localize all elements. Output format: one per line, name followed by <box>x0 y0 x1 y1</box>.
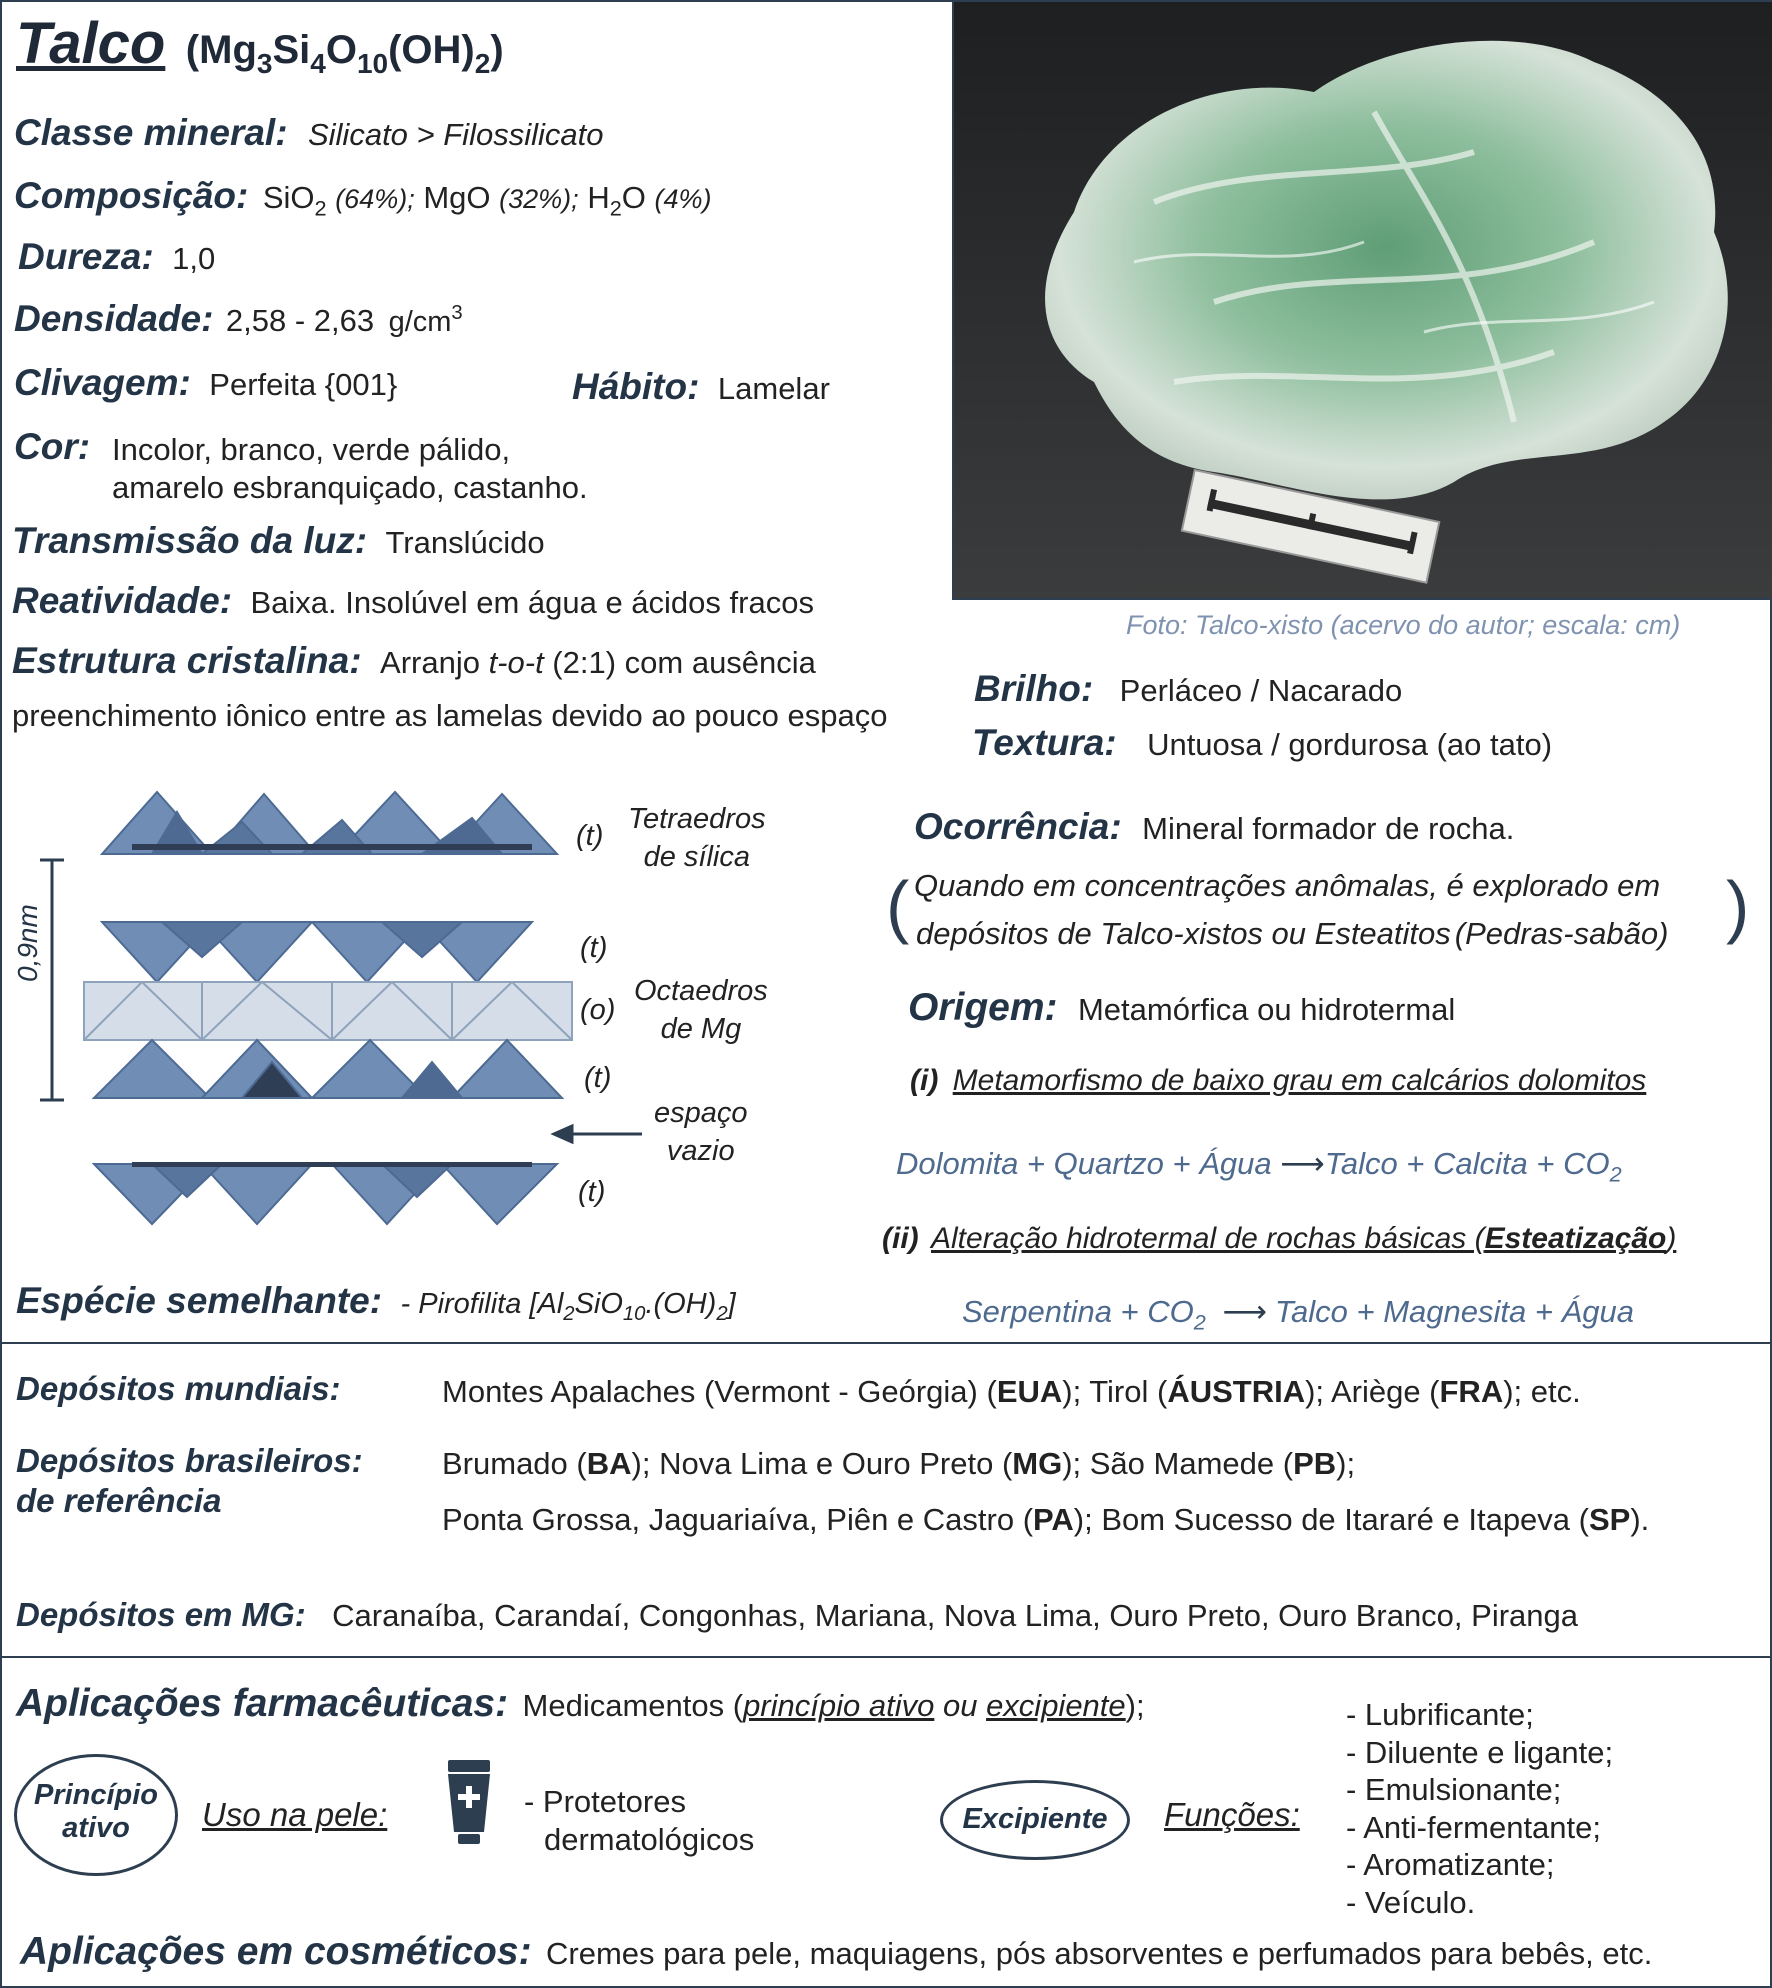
t-label-3: (t) <box>584 1062 612 1094</box>
estrutura-row <box>12 640 816 682</box>
aplicacoes-farm-row <box>16 1682 1145 1726</box>
aplicacoes-cosm-value: Cremes para pele, maquiagens, pós absorventes e perfumados para bebês, etc. <box>546 1936 1653 1971</box>
t-label-4: (t) <box>578 1176 606 1208</box>
deposit-text: ); etc. <box>1503 1374 1581 1409</box>
especie-value: - Pirofilita $[Al_2SiO_{10}.(OH)_2]$ <box>400 1288 736 1326</box>
depositos-mg-row <box>16 1596 1578 1634</box>
funcao-item: - Emulsionante; <box>1346 1772 1562 1807</box>
brilho-label: Brilho: <box>974 668 1094 709</box>
aplicacoes-farm-value: Medicamentos (princípio ativo ou excipiente); <box>522 1688 1145 1723</box>
protetores-line-1: - Protetores <box>524 1784 686 1819</box>
divider-1 <box>2 1342 1770 1344</box>
dureza-label: Dureza: <box>18 236 154 277</box>
classe-label: Classe mineral: <box>14 112 288 153</box>
especie-label: Espécie semelhante: <box>16 1280 383 1321</box>
paren-right: ) <box>1726 867 1750 945</box>
cor-value-line2: amarelo esbranquiçado, castanho. <box>112 470 588 505</box>
deposit-text: ); São Mamede ( <box>1062 1446 1294 1481</box>
mineral-name: Talco <box>16 11 166 76</box>
cor-row <box>14 426 90 468</box>
protetores-line-2: dermatológicos <box>544 1822 755 1857</box>
ocorrencia-note-1: Quando em concentrações anômalas, é explorado em <box>914 868 1661 903</box>
habito-row <box>572 366 830 408</box>
transmissao-row <box>12 520 545 562</box>
funcoes-label: Funções: <box>1164 1796 1300 1833</box>
habito-value: Lamelar <box>717 371 830 406</box>
textura-row <box>972 722 1552 764</box>
depositos-brasil-label-1: Depósitos brasileiros: <box>16 1442 363 1479</box>
reatividade-label: Reatividade: <box>12 580 233 621</box>
especie-row <box>16 1280 736 1326</box>
brilho-row <box>974 668 1402 710</box>
divider-2 <box>2 1656 1770 1658</box>
deposit-text: ); Bom Sucesso de Itararé e Itapeva ( <box>1073 1502 1589 1537</box>
excipiente-badge: Excipiente <box>940 1780 1130 1860</box>
transmissao-label: Transmissão da luz: <box>12 520 368 561</box>
estrutura-value-line2: preenchimento iônico entre as lamelas devido ao pouco espaço <box>12 698 888 733</box>
classe-row <box>14 112 603 154</box>
cor-label: Cor: <box>14 426 91 467</box>
funcao-item: - Anti-fermentante; <box>1346 1809 1602 1845</box>
origem-row <box>908 986 1455 1030</box>
o-label: (o) <box>580 994 616 1026</box>
deposit-text: ); Tirol ( <box>1062 1374 1168 1409</box>
clivagem-label: Clivagem: <box>14 362 191 403</box>
depositos-mundiais-value <box>442 1374 1581 1410</box>
depositos-brasil-line-2 <box>442 1502 1649 1538</box>
origem-value: Metamórfica ou hidrotermal <box>1077 992 1456 1027</box>
origem-label: Origem: <box>908 986 1058 1029</box>
composicao-value: SiO$_2$ (64%); MgO (32%); $H_2O$ (4%) <box>262 180 712 221</box>
clivagem-value: Perfeita {001} <box>209 367 398 402</box>
funcao-item: - Lubrificante; <box>1346 1697 1534 1732</box>
transmissao-value: Translúcido <box>385 525 545 560</box>
deposit-country-code: PB <box>1293 1446 1337 1481</box>
deposit-country-code: BA <box>586 1446 632 1481</box>
depositos-brasil-label-2: de referência <box>16 1482 222 1519</box>
paren-left: ( <box>886 867 910 945</box>
deposit-text: ); Nova Lima e Ouro Preto ( <box>631 1446 1013 1481</box>
ocorrencia-value: Mineral formador de rocha. <box>1142 811 1515 846</box>
deposit-country-code: PA <box>1033 1502 1074 1537</box>
densidade-label: Densidade: <box>14 298 214 339</box>
composicao-label: Composição: <box>14 175 249 216</box>
mineral-title <box>16 10 504 80</box>
scale-label: 0,9nm <box>12 904 43 982</box>
deposit-text: ). <box>1630 1502 1650 1537</box>
octa-layer <box>84 982 572 1040</box>
equation-2: Serpentina + $CO_2$ ⟶ Talco + Magnesita + Água <box>962 1294 1634 1335</box>
sunscreen-tube-icon <box>444 1758 494 1848</box>
deposit-text: ); Ariège ( <box>1305 1374 1440 1409</box>
funcao-item: - Veículo. <box>1346 1884 1476 1920</box>
funcao-item: - Diluente e ligante; <box>1346 1734 1614 1770</box>
funcoes-list <box>1346 1696 1613 1921</box>
cor-value-line1: Incolor, branco, verde pálido, <box>112 432 511 467</box>
densidade-value: 2,58 - 2,63 <box>225 303 375 338</box>
brilho-value: Perláceo / Nacarado <box>1119 673 1403 708</box>
deposit-text: Ponta Grossa, Jaguariaíva, Piên e Castro ( <box>442 1502 1034 1537</box>
ocorrencia-row <box>914 806 1514 848</box>
estrutura-label: Estrutura cristalina: <box>12 640 362 681</box>
depositos-mundiais-label: Depósitos mundiais: <box>16 1370 341 1407</box>
clivagem-row <box>14 362 397 404</box>
mineral-formula: $(Mg_3Si_4O_{10}(OH)_2)$ <box>185 28 504 79</box>
classe-value: Silicato > Filossilicato <box>307 117 604 152</box>
space-caption: espaço vazio <box>654 1097 748 1167</box>
tetra-layer-mid-upper <box>102 922 532 982</box>
deposit-text: Montes Apalaches (Vermont - Geórgia) ( <box>442 1374 997 1409</box>
empty-space-arrow <box>554 1126 642 1142</box>
textura-value: Untuosa / gordurosa (ao tato) <box>1147 727 1553 762</box>
funcao-item: - Aromatizante; <box>1346 1847 1555 1882</box>
dureza-value: 1,0 <box>172 241 216 276</box>
tetra-caption: Tetraedros de sílica <box>628 803 766 873</box>
deposit-country-code: EUA <box>996 1374 1063 1409</box>
depositos-mg-value: Caranaíba, Carandaí, Congonhas, Mariana, Nova Lima, Ouro Preto, Ouro Branco, Piranga <box>332 1598 1578 1633</box>
deposit-country-code: FRA <box>1439 1374 1504 1409</box>
reatividade-row <box>12 580 814 622</box>
tetra-layer-bottom <box>94 1162 557 1224</box>
densidade-row <box>14 298 463 340</box>
deposit-text: Brumado ( <box>442 1446 587 1481</box>
habito-label: Hábito: <box>572 366 700 407</box>
depositos-brasil-line-1 <box>442 1446 1355 1482</box>
talc-photo-drawing <box>954 2 1772 598</box>
aplicacoes-cosm-row <box>20 1930 1652 1974</box>
t-label-1: (t) <box>576 820 604 852</box>
tetra-layer-top <box>102 792 557 854</box>
composicao-row <box>14 175 712 222</box>
t-label-2: (t) <box>580 932 608 964</box>
estrutura-value: Arranjo t-o-t (2:1) com ausência <box>380 645 816 680</box>
aplicacoes-farm-label: Aplicações farmacêuticas: <box>16 1682 509 1725</box>
tetra-layer-mid-lower <box>94 1040 562 1098</box>
aplicacoes-cosm-label: Aplicações em cosméticos: <box>20 1930 532 1973</box>
densidade-unit: $g/cm^3$ <box>388 301 463 338</box>
origem-i: (i) Metamorfismo de baixo grau em calcários dolomitos <box>910 1064 1647 1097</box>
deposit-country-code: MG <box>1012 1446 1063 1481</box>
depositos-mg-label: Depósitos em MG: <box>16 1596 306 1633</box>
reatividade-value: Baixa. Insolúvel em água e ácidos fracos <box>250 585 814 620</box>
ocorrencia-label: Ocorrência: <box>914 806 1122 847</box>
deposit-text: ); <box>1336 1446 1356 1481</box>
deposit-country-code: ÁUSTRIA <box>1167 1374 1306 1409</box>
uso-na-pele-label: Uso na pele: <box>202 1796 388 1833</box>
dureza-row <box>18 236 215 278</box>
principio-ativo-badge: Princípio ativo <box>14 1754 178 1876</box>
octa-caption: Octaedros de Mg <box>634 975 768 1045</box>
photo-caption: Foto: Talco-xisto (acervo do autor; escala: cm) <box>1126 610 1681 640</box>
origem-ii: (ii) Alteração hidrotermal de rochas básicas (Esteatização) <box>882 1222 1677 1255</box>
deposit-country-code: SP <box>1588 1502 1631 1537</box>
textura-label: Textura: <box>972 722 1117 763</box>
equation-1: Dolomita + Quartzo + Água ⟶Talco + Calcita + $CO_2$ <box>896 1146 1622 1187</box>
talc-photo <box>952 2 1772 600</box>
ocorrencia-note-2: depósitos de Talco-xistos ou Esteatitos (Pedras-sabão) <box>916 916 1669 951</box>
